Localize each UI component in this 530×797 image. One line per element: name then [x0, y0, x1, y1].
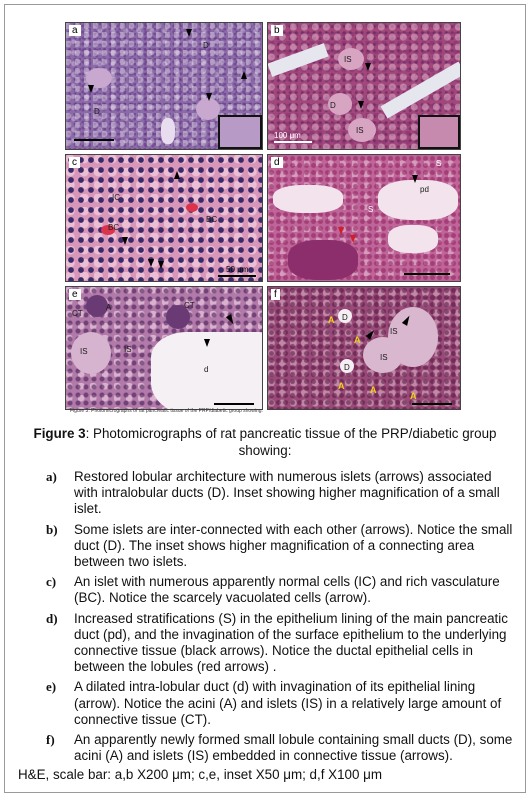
- label-S: S: [368, 205, 374, 214]
- label-A: A: [106, 303, 112, 312]
- arrow-icon: [226, 314, 236, 326]
- acinus: [86, 295, 108, 317]
- item-marker: a): [46, 469, 57, 484]
- label-S: S: [436, 159, 442, 168]
- panel-d-micrograph: [267, 154, 461, 282]
- scale-bar: [74, 139, 114, 141]
- label-A: A: [338, 381, 345, 391]
- item-text: A dilated intra-lobular duct (d) with invagination of its epithelial lining (arrow). Notice the acini (A) and islets (IS) in a relatively large amount of connective tissue (CT).: [74, 679, 502, 727]
- figure-title-text: : Photomicrographs of rat pancreatic tissue of the PRP/diabetic group showing:: [85, 426, 497, 458]
- arrow-icon: [122, 237, 128, 245]
- red-arrow-icon: [350, 235, 356, 243]
- panel-d-letter: d: [271, 157, 283, 168]
- caption-item-f: [18, 732, 518, 764]
- scale-bar: [218, 275, 256, 277]
- scale-bar: [404, 273, 450, 275]
- duct-lumen: [388, 225, 438, 253]
- caption-item-c: [18, 574, 518, 606]
- panel-e-letter: e: [69, 289, 81, 300]
- item-text: An islet with numerous apparently normal cells (IC) and rich vasculature (BC). Notice the scarcely vacuolated cells (arrow).: [74, 574, 500, 606]
- label-A: A: [410, 391, 417, 401]
- panel-a-letter: a: [69, 25, 81, 36]
- caption-item-list: [18, 469, 518, 768]
- arrow-icon: [88, 85, 94, 93]
- label-IS: IS: [124, 345, 132, 354]
- white-space: [267, 43, 328, 77]
- arrow-icon: [412, 175, 418, 183]
- label-D: D: [330, 101, 336, 110]
- arrow-icon: [241, 71, 247, 79]
- item-marker: c): [46, 574, 57, 590]
- panel-c-micrograph: [65, 154, 263, 282]
- stain-scale-footer: H&E, scale bar: a,b X200 μm; c,e, inset X50 μm; d,f X100 μm: [18, 767, 383, 782]
- panel-a-micrograph: [65, 22, 263, 150]
- arrow-icon: [148, 259, 154, 267]
- panel-b-letter: b: [271, 25, 283, 36]
- arrow-icon: [358, 101, 364, 109]
- label-IC: IC: [112, 193, 120, 202]
- arrow-icon: [206, 93, 212, 101]
- figure-label: Figure 3: [33, 426, 86, 441]
- label-D: D: [342, 313, 348, 322]
- item-text: Restored lobular architecture with numerous islets (arrows) associated with intralobular ducts (D). Inset showing higher magnification of a small islet.: [74, 469, 500, 517]
- caption-item-b: [18, 522, 518, 571]
- panel-e-micrograph: [65, 286, 263, 410]
- arrow-icon: [158, 261, 164, 269]
- panel-f-letter: f: [271, 289, 280, 300]
- panel-b-micrograph: [267, 22, 461, 150]
- inset-islet: [218, 115, 262, 149]
- caption-item-e: [18, 679, 518, 728]
- label-IS: IS: [380, 353, 388, 362]
- label-IS: IS: [390, 327, 398, 336]
- label-A: A: [370, 385, 377, 395]
- item-marker: f): [46, 732, 55, 748]
- label-BC: BC: [206, 215, 218, 224]
- caption-item-d: [18, 611, 518, 676]
- label-D: D: [344, 363, 350, 372]
- islet-blob: [196, 98, 220, 120]
- item-text: Some islets are inter-connected with each other (arrows). Notice the small duct (D). The inset shows higher magnification of a connecting area between two islets.: [74, 521, 513, 570]
- label-CT: CT: [184, 301, 195, 310]
- label-A: A: [328, 315, 335, 325]
- arrow-icon: [174, 171, 180, 179]
- label-D: D: [203, 41, 209, 50]
- label-IS: IS: [344, 55, 352, 64]
- arrow-icon: [186, 29, 192, 37]
- duct-lumen: [378, 180, 458, 220]
- duct-lumen: [161, 118, 175, 144]
- item-text: Increased stratifications (S) in the epithelium lining of the main pancreatic duct (pd), and the invagination of the surface epithelium to the underlying connective tissue (black arrows). Notice the ductal epithelial cells in between the lobules (red arrows) .: [74, 610, 508, 675]
- label-IS: IS: [356, 126, 364, 135]
- scale-text: 100 μm: [274, 131, 301, 140]
- lobule: [288, 240, 358, 280]
- label-D: D: [94, 107, 100, 116]
- caption-item-a: [18, 469, 518, 518]
- red-arrow-icon: [338, 227, 344, 235]
- label-IS: IS: [80, 347, 88, 356]
- scale-bar: [412, 403, 452, 405]
- label-pd: pd: [420, 185, 429, 194]
- duct-lumen: [273, 185, 343, 213]
- label-CT: CT: [72, 309, 83, 318]
- item-marker: b): [46, 521, 58, 537]
- label-BC: BC: [108, 223, 120, 232]
- blood-capillary: [186, 203, 198, 212]
- figure-tiny-caption: Figure 3: Photomicrographs of rat pancreatic tissue of the PRP/diabetic group showing:: [70, 408, 263, 414]
- item-marker: e): [46, 679, 57, 695]
- arrow-icon: [365, 63, 371, 71]
- inset-connecting-area: [418, 115, 460, 149]
- item-marker: d): [46, 610, 58, 626]
- arrow-icon: [204, 339, 210, 347]
- scale-bar: [274, 141, 312, 143]
- panel-f-micrograph: [267, 286, 461, 410]
- label-A: A: [354, 335, 361, 345]
- label-d: d: [204, 365, 209, 374]
- scale-bar: [214, 403, 254, 405]
- islet-blob: [71, 332, 111, 374]
- item-text: An apparently newly formed small lobule containing small ducts (D), some acini (A) and islets (IS) embedded in connective tissue (arrows).: [74, 732, 513, 764]
- scale-text: 50 μm: [226, 265, 249, 274]
- panel-c-letter: c: [69, 157, 80, 168]
- white-space: [381, 61, 461, 118]
- figure-caption-title: [10, 425, 520, 459]
